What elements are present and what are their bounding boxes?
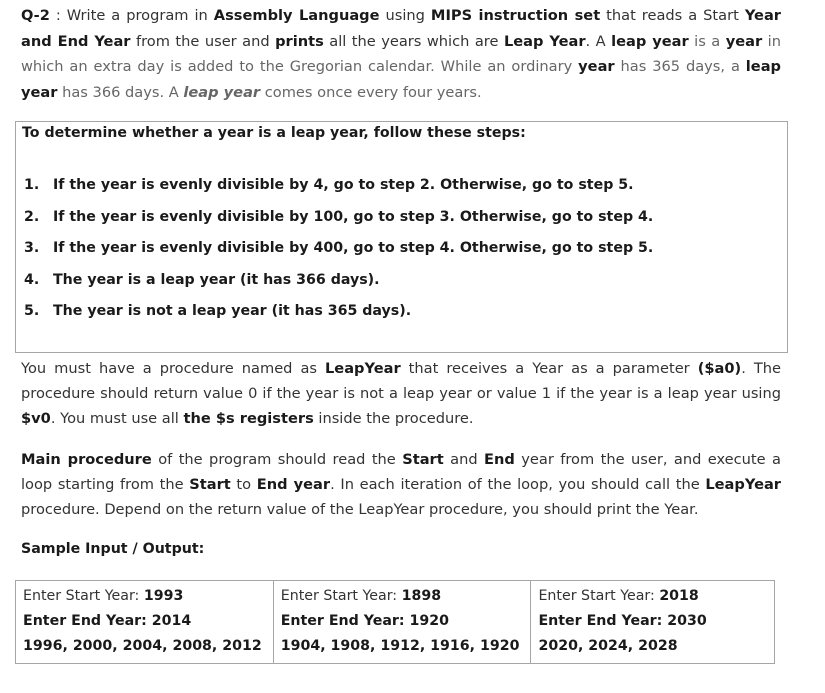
procedure-paragraph: You must have a procedure named as LeapYear that receives a Year as a parameter ($a0). The procedure should return value 0 if the year is not a leap year or value 1 if the year is a leap year using $v0. You must use all the $s registers inside the procedure. [21, 360, 781, 427]
step-item: 1. If the year is evenly divisible by 4, go to step 2. Otherwise, go to step 5. [24, 177, 634, 193]
table-row [16, 581, 775, 664]
sample-cell: Enter Start Year: 2018 Enter End Year: 2030 2020, 2024, 2028 [531, 581, 775, 664]
sample-heading: Sample Input / Output: [21, 541, 205, 557]
question-number: Q-2 [21, 7, 50, 24]
leap-year-steps-box [15, 121, 788, 353]
sample-cell: Enter Start Year: 1898 Enter End Year: 1920 1904, 1908, 1912, 1916, 1920 [273, 581, 531, 664]
step-item: 5. The year is not a leap year (it has 365 days). [24, 303, 412, 320]
steps-title: To determine whether a year is a leap year, follow these steps: [22, 125, 526, 141]
sample-io-table [15, 580, 775, 664]
sample-cell: Enter Start Year: 1993 Enter End Year: 2014 1996, 2000, 2004, 2008, 2012 [16, 581, 274, 664]
intro-paragraph: Q-2 : Write a program in Assembly Language using MIPS instruction set that reads a Start Year and End Year from the user and prints all the years which are Leap Year. A leap year is a year in which an extra day is added to the Gregorian calendar. While an ordinary year has 365 days, a leap year has 366 days. A leap year comes once every four years. [21, 7, 781, 101]
step-item: 2. If the year is evenly divisible by 100, go to step 3. Otherwise, go to step 4. [24, 208, 654, 225]
step-item: 4. The year is a leap year (it has 366 days). [24, 271, 380, 288]
steps-list [24, 174, 653, 332]
step-item: 3. If the year is evenly divisible by 400, go to step 4. Otherwise, go to step 5. [24, 240, 654, 257]
main-procedure-paragraph: Main procedure of the program should read the Start and End year from the user, and execute a loop starting from the Start to End year. In each iteration of the loop, you should call the LeapYear procedure. Depend on the return value of the LeapYear procedure, you should print the Year. [21, 451, 782, 518]
